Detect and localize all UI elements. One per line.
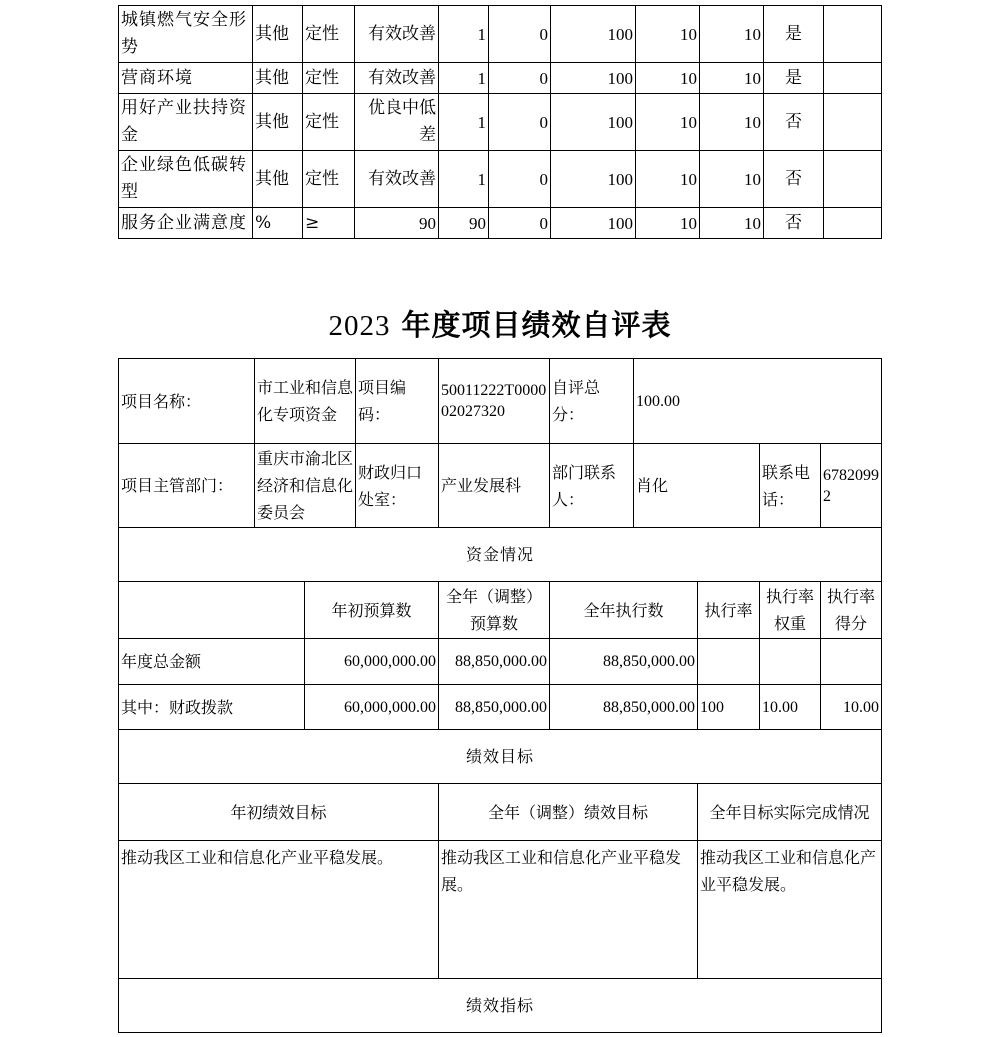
funds-fiscal-rate: 100 (698, 685, 760, 730)
funds-header-score: 执行率得分 (821, 582, 882, 639)
indicator-row (119, 94, 882, 151)
indicator-cell-target: 优良中低差 (355, 94, 439, 151)
funds-header-executed: 全年执行数 (550, 582, 698, 639)
indicator-cell-c5: 10 (700, 63, 764, 94)
indicator-cell-c5: 10 (700, 6, 764, 63)
goal-actual-text: 推动我区工业和信息化产业平稳发展。 (698, 841, 882, 979)
self-evaluation-table (118, 358, 882, 1033)
funds-total-rate (698, 639, 760, 685)
indicators-section-heading: 绩效指标 (119, 979, 882, 1033)
indicator-cell-target: 有效改善 (355, 151, 439, 208)
indicator-cell-c1: 1 (439, 94, 489, 151)
indicator-cell-nature: 定性 (303, 94, 355, 151)
indicator-cell-note (824, 151, 882, 208)
indicator-cell-c5: 10 (700, 208, 764, 239)
funds-total-initial: 60,000,000.00 (305, 639, 439, 685)
indicator-cell-target: 90 (355, 208, 439, 239)
indicator-cell-c5: 10 (700, 94, 764, 151)
indicator-cell-unit: 其他 (253, 6, 303, 63)
contact-value: 肖化 (634, 444, 760, 528)
indicator-cell-c3: 100 (551, 6, 636, 63)
indicator-cell-nature: 定性 (303, 151, 355, 208)
indicator-cell-c2: 0 (489, 151, 551, 208)
funds-fiscal-adjusted: 88,850,000.00 (439, 685, 550, 730)
indicator-row (119, 6, 882, 63)
indicator-row (119, 208, 882, 239)
indicator-cell-flag: 否 (764, 151, 824, 208)
phone-value: 67820992 (821, 444, 882, 528)
indicator-cell-name: 营商环境 (119, 63, 253, 94)
funds-total-executed: 88,850,000.00 (550, 639, 698, 685)
self-score-value: 100.00 (634, 359, 882, 444)
indicator-cell-c3: 100 (551, 208, 636, 239)
indicator-cell-c2: 0 (489, 94, 551, 151)
indicator-cell-note (824, 63, 882, 94)
project-code-value: 50011222T000002027320 (439, 359, 550, 444)
title-text: 年度项目绩效自评表 (401, 308, 672, 342)
funds-section-heading: 资金情况 (119, 528, 882, 582)
funds-total-label: 年度总金额 (119, 639, 305, 685)
dept-value: 重庆市渝北区经济和信息化委员会 (255, 444, 356, 528)
funds-fiscal-weight: 10.00 (760, 685, 821, 730)
self-score-label: 自评总分： (550, 359, 634, 444)
indicator-cell-c4: 10 (636, 151, 700, 208)
indicator-cell-c1: 90 (439, 208, 489, 239)
indicator-row (119, 151, 882, 208)
indicator-cell-target: 有效改善 (355, 6, 439, 63)
indicator-cell-c1: 1 (439, 6, 489, 63)
funds-header-initial: 年初预算数 (305, 582, 439, 639)
indicator-cell-note (824, 208, 882, 239)
page-title (0, 303, 1000, 344)
indicator-row (119, 63, 882, 94)
funds-header-weight: 执行率权重 (760, 582, 821, 639)
office-label: 财政归口处室： (356, 444, 439, 528)
goals-header-adjusted: 全年（调整）绩效目标 (439, 784, 698, 841)
funds-header-adjusted: 全年（调整）预算数 (439, 582, 550, 639)
phone-label: 联系电话： (760, 444, 821, 528)
indicator-cell-flag: 是 (764, 6, 824, 63)
indicator-cell-c2: 0 (489, 6, 551, 63)
indicator-cell-target: 有效改善 (355, 63, 439, 94)
indicator-cell-c1: 1 (439, 151, 489, 208)
indicator-cell-flag: 否 (764, 208, 824, 239)
funds-fiscal-executed: 88,850,000.00 (550, 685, 698, 730)
office-value: 产业发展科 (439, 444, 550, 528)
dept-label: 项目主管部门： (119, 444, 255, 528)
indicator-cell-unit: % (253, 208, 303, 239)
indicator-cell-nature: ≥ (303, 208, 355, 239)
indicator-cell-name: 企业绿色低碳转型 (119, 151, 253, 208)
goal-adjusted-text: 推动我区工业和信息化产业平稳发展。 (439, 841, 698, 979)
indicator-cell-nature: 定性 (303, 6, 355, 63)
indicator-cell-c2: 0 (489, 208, 551, 239)
goal-initial-text: 推动我区工业和信息化产业平稳发展。 (119, 841, 439, 979)
funds-header-blank (119, 582, 305, 639)
indicator-cell-flag: 否 (764, 94, 824, 151)
funds-header-rate: 执行率 (698, 582, 760, 639)
indicator-table-continued (118, 5, 882, 239)
goals-header-initial: 年初绩效目标 (119, 784, 439, 841)
funds-total-score (821, 639, 882, 685)
indicator-cell-note (824, 94, 882, 151)
indicator-cell-unit: 其他 (253, 63, 303, 94)
indicator-cell-c4: 10 (636, 208, 700, 239)
goals-section-heading: 绩效目标 (119, 730, 882, 784)
indicator-cell-unit: 其他 (253, 94, 303, 151)
indicator-cell-c3: 100 (551, 94, 636, 151)
indicator-cell-c3: 100 (551, 63, 636, 94)
indicator-cell-c2: 0 (489, 63, 551, 94)
indicator-cell-c4: 10 (636, 6, 700, 63)
indicator-cell-unit: 其他 (253, 151, 303, 208)
goals-header-actual: 全年目标实际完成情况 (698, 784, 882, 841)
indicator-cell-c3: 100 (551, 151, 636, 208)
indicator-cell-name: 用好产业扶持资金 (119, 94, 253, 151)
indicator-cell-flag: 是 (764, 63, 824, 94)
indicator-cell-note (824, 6, 882, 63)
funds-fiscal-score: 10.00 (821, 685, 882, 730)
indicator-cell-name: 服务企业满意度 (119, 208, 253, 239)
funds-fiscal-label: 其中：财政拨款 (119, 685, 305, 730)
indicator-cell-c4: 10 (636, 94, 700, 151)
indicator-cell-name: 城镇燃气安全形势 (119, 6, 253, 63)
project-code-label: 项目编码： (356, 359, 439, 444)
indicator-cell-nature: 定性 (303, 63, 355, 94)
funds-total-adjusted: 88,850,000.00 (439, 639, 550, 685)
funds-fiscal-initial: 60,000,000.00 (305, 685, 439, 730)
funds-total-weight (760, 639, 821, 685)
contact-label: 部门联系人： (550, 444, 634, 528)
title-year: 2023 (328, 310, 391, 342)
indicator-cell-c5: 10 (700, 151, 764, 208)
project-name-value: 市工业和信息化专项资金 (255, 359, 356, 444)
indicator-cell-c4: 10 (636, 63, 700, 94)
project-name-label: 项目名称： (119, 359, 255, 444)
indicator-cell-c1: 1 (439, 63, 489, 94)
